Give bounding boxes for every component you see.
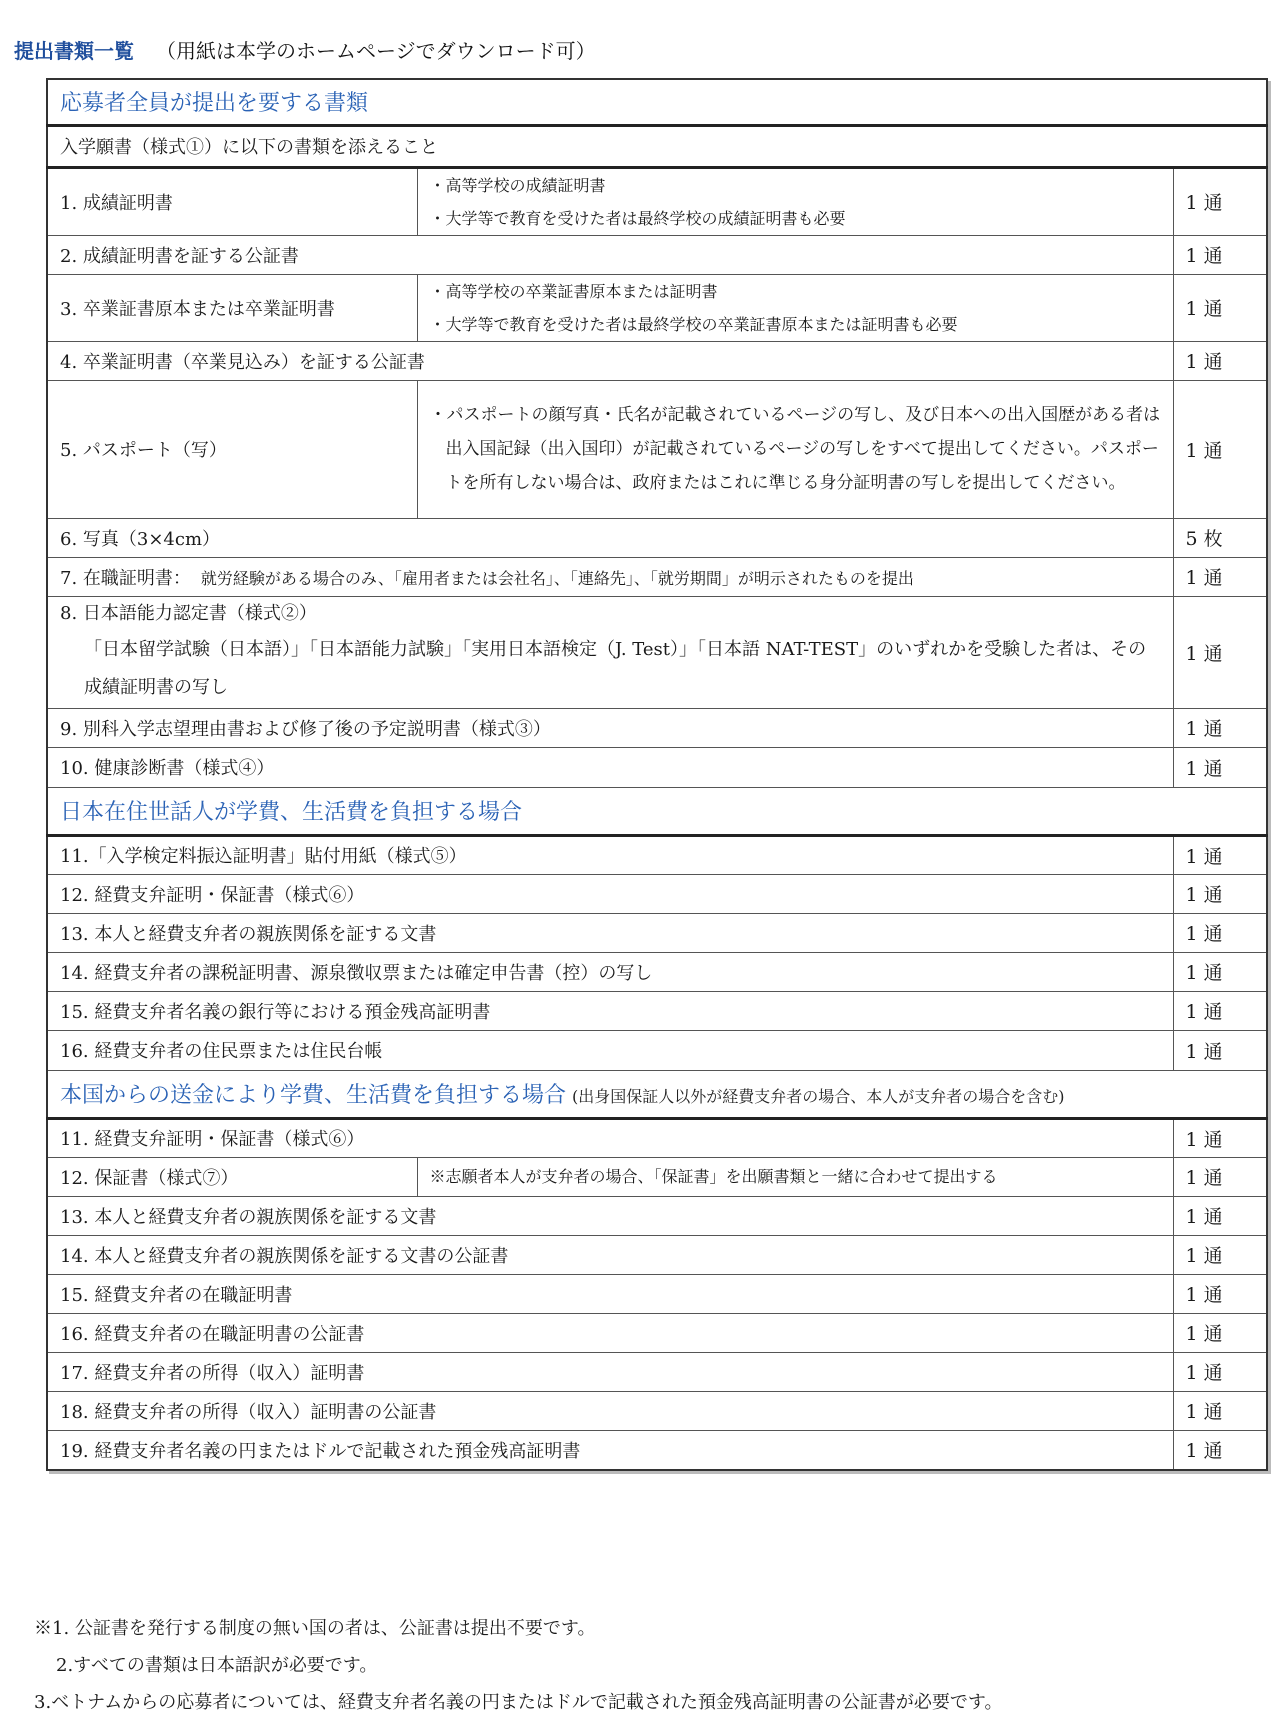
count-cell: 1 通	[1173, 1235, 1267, 1274]
count-cell: 1 通	[1173, 952, 1267, 991]
table-row	[47, 1313, 1267, 1352]
item-cell: 13. 本人と経費支弁者の親族関係を証する文書	[47, 1196, 1173, 1235]
count-cell: 1 通	[1173, 274, 1267, 341]
table-row	[47, 1030, 1267, 1070]
table-row	[47, 557, 1267, 596]
table-row	[47, 913, 1267, 952]
item-cell	[47, 596, 1173, 708]
count-cell: 1 通	[1173, 1157, 1267, 1196]
item-cell: 15. 経費支弁者名義の銀行等における預金残高証明書	[47, 991, 1173, 1030]
table-row	[47, 1235, 1267, 1274]
note-line: ・パスポートの顔写真・氏名が記載されているページの写し、及び日本への出入国歴がある者は出入国記録（出入国印）が記載されているページの写しをすべて提出してください。パスポートを所有しない場合は、政府またはこれに準じる身分証明書の写しを提出してください。	[429, 405, 1161, 493]
table-row	[47, 518, 1267, 557]
table-row	[47, 1118, 1267, 1157]
item-cell: 16. 経費支弁者の住民票または住民台帳	[47, 1030, 1173, 1070]
table-row	[47, 874, 1267, 913]
table-row	[47, 274, 1267, 341]
count-cell: 1 通	[1173, 341, 1267, 380]
footnote-2: 2.すべての書類は日本語訳が必要です。	[56, 1655, 378, 1676]
count-cell: 1 通	[1173, 1430, 1267, 1470]
footnote-3: 3.ベトナムからの応募者については、経費支弁者名義の円またはドルで記載された預金残高証明書の公証書が必要です。	[34, 1692, 1003, 1713]
item-inline-note: 就労経験がある場合のみ、「雇用者または会社名」、「連絡先」、「就労期間」が明示されたものを提出	[200, 568, 914, 588]
lead-text: 入学願書（様式①）に以下の書類を添えること	[47, 125, 1267, 167]
required-documents-table	[46, 78, 1268, 1471]
item-cell: 9. 別科入学志望理由書および修了後の予定説明書（様式③）	[47, 708, 1173, 747]
table-row	[47, 1196, 1267, 1235]
note-cell	[417, 167, 1173, 235]
table-row	[47, 1274, 1267, 1313]
count-cell: 1 通	[1173, 835, 1267, 874]
page-title: 提出書類一覧	[14, 39, 134, 63]
item-label: 7. 在職証明書：	[60, 567, 191, 589]
count-cell: 1 通	[1173, 596, 1267, 708]
section-heading: 応募者全員が提出を要する書類	[47, 79, 1267, 125]
item-cell: 1. 成績証明書	[47, 167, 417, 235]
download-note: （用紙は本学のホームページでダウンロード可）	[156, 39, 596, 63]
item-cell: 16. 経費支弁者の在職証明書の公証書	[47, 1313, 1173, 1352]
table-row	[47, 1430, 1267, 1470]
count-cell: 1 通	[1173, 874, 1267, 913]
table-row	[47, 235, 1267, 274]
table-row	[47, 341, 1267, 380]
section-heading: 日本在住世話人が学費、生活費を負担する場合	[47, 787, 1267, 835]
count-cell: 5 枚	[1173, 518, 1267, 557]
table-row	[47, 952, 1267, 991]
item-cell: 13. 本人と経費支弁者の親族関係を証する文書	[47, 913, 1173, 952]
table-row	[47, 708, 1267, 747]
table-row	[47, 1391, 1267, 1430]
table-row	[47, 747, 1267, 787]
count-cell: 1 通	[1173, 380, 1267, 518]
note-line: ・高等学校の卒業証書原本または証明書	[429, 281, 718, 301]
note-cell	[417, 274, 1173, 341]
item-cell	[47, 557, 1173, 596]
footnotes	[34, 1610, 1002, 1721]
item-cell: 4. 卒業証明書（卒業見込み）を証する公証書	[47, 341, 1173, 380]
count-cell: 1 通	[1173, 1313, 1267, 1352]
note-line: ・大学等で教育を受けた者は最終学校の卒業証書原本または証明書も必要	[429, 314, 958, 334]
table-row	[47, 380, 1267, 518]
count-cell: 1 通	[1173, 167, 1267, 235]
table-row	[47, 1157, 1267, 1196]
count-cell: 1 通	[1173, 913, 1267, 952]
note-line: ・大学等で教育を受けた者は最終学校の成績証明書も必要	[429, 208, 846, 228]
note-cell: ※志願者本人が支弁者の場合、「保証書」を出願書類と一緒に合わせて提出する	[417, 1157, 1173, 1196]
page-title-line	[14, 36, 596, 66]
item-cell: 6. 写真（3×4cm）	[47, 518, 1173, 557]
table-row	[47, 1352, 1267, 1391]
item-cell: 14. 経費支弁者の課税証明書、源泉徴収票または確定申告書（控）の写し	[47, 952, 1173, 991]
item-cell: 3. 卒業証書原本または卒業証明書	[47, 274, 417, 341]
item-cell: 12. 経費支弁証明・保証書（様式⑥）	[47, 874, 1173, 913]
section-heading	[47, 1070, 1267, 1118]
count-cell: 1 通	[1173, 1118, 1267, 1157]
table-row	[47, 596, 1267, 708]
item-cell: 14. 本人と経費支弁者の親族関係を証する文書の公証書	[47, 1235, 1173, 1274]
table-row	[47, 167, 1267, 235]
item-cell: 19. 経費支弁者名義の円またはドルで記載された預金残高証明書	[47, 1430, 1173, 1470]
item-cell: 11. 経費支弁証明・保証書（様式⑥）	[47, 1118, 1173, 1157]
count-cell: 1 通	[1173, 747, 1267, 787]
count-cell: 1 通	[1173, 1196, 1267, 1235]
item-cell: 12. 保証書（様式⑦）	[47, 1157, 417, 1196]
footnote-1: ※1. 公証書を発行する制度の無い国の者は、公証書は提出不要です。	[34, 1618, 596, 1639]
item-detail: 「日本留学試験（日本語）」「日本語能力試験」「実用日本語検定（J. Test）」「日本語 NAT-TEST」のいずれかを受験した者は、その成績証明書の写し	[84, 639, 1147, 698]
item-cell: 5. パスポート（写）	[47, 380, 417, 518]
item-cell: 18. 経費支弁者の所得（収入）証明書の公証書	[47, 1391, 1173, 1430]
lead-row	[47, 125, 1267, 167]
item-label: 8. 日本語能力認定書（様式②）	[60, 603, 317, 624]
item-cell: 17. 経費支弁者の所得（収入）証明書	[47, 1352, 1173, 1391]
count-cell: 1 通	[1173, 1030, 1267, 1070]
item-cell: 2. 成績証明書を証する公証書	[47, 235, 1173, 274]
section-subheading: (出身国保証人以外が経費支弁者の場合、本人が支弁者の場合を含む)	[572, 1087, 1065, 1106]
section-heading-japan-guarantor	[47, 787, 1267, 835]
table-row	[47, 835, 1267, 874]
item-cell: 11.「入学検定料振込証明書」貼付用紙（様式⑤）	[47, 835, 1173, 874]
section-heading-home-remittance	[47, 1070, 1267, 1118]
item-cell: 10. 健康診断書（様式④）	[47, 747, 1173, 787]
count-cell: 1 通	[1173, 1274, 1267, 1313]
table-row	[47, 991, 1267, 1030]
note-line: ・高等学校の成績証明書	[429, 175, 606, 195]
count-cell: 1 通	[1173, 991, 1267, 1030]
count-cell: 1 通	[1173, 1391, 1267, 1430]
count-cell: 1 通	[1173, 1352, 1267, 1391]
note-cell	[417, 380, 1173, 518]
count-cell: 1 通	[1173, 557, 1267, 596]
section-heading-text: 本国からの送金により学費、生活費を負担する場合	[60, 1083, 567, 1108]
section-heading-all-applicants	[47, 79, 1267, 125]
item-cell: 15. 経費支弁者の在職証明書	[47, 1274, 1173, 1313]
count-cell: 1 通	[1173, 235, 1267, 274]
count-cell: 1 通	[1173, 708, 1267, 747]
